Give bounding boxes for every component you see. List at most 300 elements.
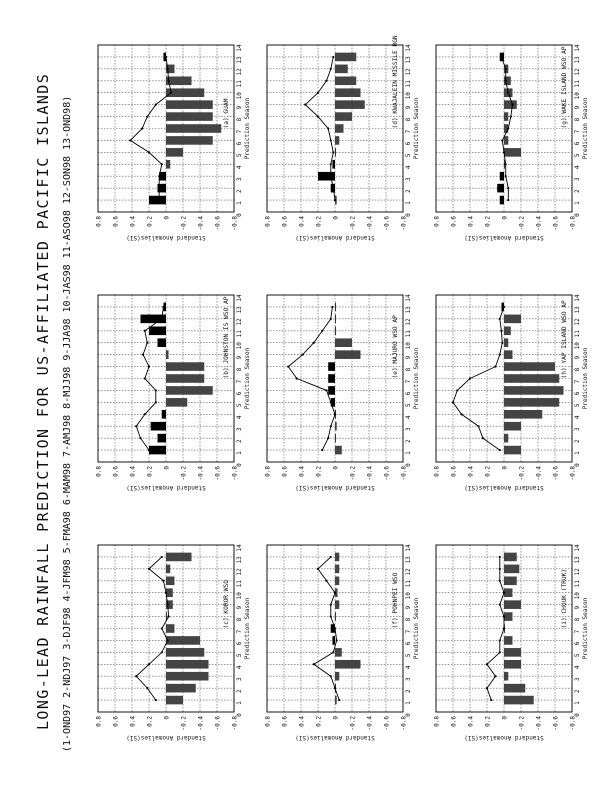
value-tick-label: -0.8 (231, 466, 239, 481)
bar-d-9 (335, 100, 365, 109)
season-tick-label: 5 (236, 653, 243, 658)
bar-i-10 (504, 588, 513, 597)
value-tick-labels (265, 716, 408, 731)
value-tick-label: -0.4 (366, 216, 374, 231)
season-tick-label: 4 (574, 165, 581, 170)
season-tick-label: 12 (405, 68, 412, 76)
value-tick-label: 0.4 (467, 466, 475, 477)
line-point-b-10 (146, 342, 148, 344)
bar-b-1 (149, 446, 166, 455)
value-tick-label: -0.2 (180, 716, 188, 731)
season-tick-label: 10 (236, 92, 243, 100)
season-tick-label: 0 (405, 213, 412, 217)
season-tick-label: 11 (574, 330, 581, 338)
line-point-f-1 (338, 699, 340, 701)
line-point-h-11 (500, 330, 502, 332)
panel-g (434, 44, 590, 241)
season-tick-label: 7 (236, 629, 243, 634)
value-tick-label: 0.2 (146, 216, 154, 227)
line-point-c-4 (148, 663, 150, 665)
value-tick-label: -0.4 (366, 466, 374, 481)
value-tick-label: 0.8 (95, 216, 103, 227)
value-tick-label: -0.4 (197, 716, 205, 731)
value-tick-label: 0 (332, 466, 340, 470)
season-tick-label: 1 (574, 451, 581, 455)
season-tick-label: 1 (574, 201, 581, 205)
line-point-a-7 (141, 127, 143, 129)
ylabel-b: Standard Anomalies(SI) (126, 484, 206, 491)
line-point-e-3 (330, 425, 332, 427)
value-tick-label: -0.4 (535, 716, 543, 731)
season-tick-label: 0 (574, 213, 581, 217)
bar-b-3 (151, 422, 166, 431)
season-tick-label: 9 (574, 105, 581, 110)
bar-b-4 (162, 410, 166, 419)
bar-i-9 (504, 600, 521, 609)
season-tick-label: 2 (236, 189, 243, 193)
season-tick-label: 5 (405, 403, 412, 408)
xlabel-b: Prediction Season (244, 347, 251, 410)
line-point-g-12 (505, 68, 507, 70)
season-tick-label: 0 (236, 463, 243, 467)
value-tick-label: -0.6 (552, 216, 560, 231)
season-tick-labels (405, 544, 412, 717)
line-point-e-12 (330, 318, 332, 320)
line-point-b-5 (155, 401, 157, 403)
bar-b-8 (166, 362, 204, 371)
season-tick-label: 11 (405, 80, 412, 88)
value-tick-label: -0.6 (383, 716, 391, 731)
line-point-a-2 (158, 187, 160, 189)
bar-h-9 (504, 350, 513, 359)
bar-i-8 (504, 612, 513, 621)
season-tick-label: 3 (405, 677, 412, 682)
line-point-h-9 (499, 354, 501, 356)
line-point-e-11 (321, 330, 323, 332)
value-tick-label: 0.2 (484, 716, 492, 727)
line-point-b-4 (144, 413, 146, 415)
line-point-g-9 (511, 104, 513, 106)
season-tick-label: 2 (574, 689, 581, 693)
line-point-d-10 (317, 92, 319, 94)
value-tick-labels (434, 466, 577, 481)
season-tick-labels (574, 294, 581, 467)
season-tick-label: 6 (236, 391, 243, 396)
season-tick-label: 4 (405, 665, 412, 670)
season-tick-label: 3 (574, 427, 581, 432)
line-point-f-3 (330, 675, 332, 677)
bar-h-12 (504, 315, 521, 324)
xlabel-d: Prediction Season (413, 97, 420, 160)
season-tick-label: 5 (236, 153, 243, 158)
value-tick-label: 0 (332, 716, 340, 720)
bar-g-3 (500, 172, 504, 181)
line-point-e-4 (334, 413, 336, 415)
line-point-g-7 (507, 127, 509, 129)
season-tick-label: 4 (405, 415, 412, 420)
value-tick-label: 0.2 (484, 466, 492, 477)
season-tick-label: 3 (574, 177, 581, 182)
value-tick-label: -0.2 (349, 716, 357, 731)
bar-d-3 (318, 172, 335, 181)
season-tick-label: 13 (405, 306, 412, 314)
season-tick-label: 0 (405, 463, 412, 467)
line-point-c-3 (135, 675, 137, 677)
line-point-g-8 (510, 115, 512, 117)
bar-b-5 (166, 398, 187, 407)
line-point-i-7 (503, 627, 505, 629)
season-tick-label: 12 (236, 318, 243, 326)
season-tick-label: 10 (236, 592, 243, 600)
line-point-d-4 (330, 163, 332, 165)
season-tick-label: 3 (574, 677, 581, 682)
line-point-b-11 (144, 330, 146, 332)
ylabel-e: Standard Anomalies(SI) (295, 484, 375, 491)
bar-e-6 (328, 386, 335, 395)
value-tick-label: -0.8 (400, 716, 408, 731)
bars-a (149, 53, 221, 205)
season-tick-label: 7 (236, 129, 243, 134)
value-tick-label: 0.4 (467, 216, 475, 227)
line-point-e-5 (330, 401, 332, 403)
bar-g-5 (504, 148, 521, 157)
line-point-f-7 (334, 627, 336, 629)
season-tick-label: 0 (405, 713, 412, 717)
season-tick-label: 6 (236, 641, 243, 646)
bar-b-11 (149, 326, 166, 335)
bar-a-7 (166, 124, 221, 133)
season-tick-label: 5 (236, 403, 243, 408)
season-tick-label: 10 (405, 92, 412, 100)
value-tick-label: 0.8 (95, 466, 103, 477)
value-tick-label: 0.2 (315, 466, 323, 477)
bar-i-5 (504, 648, 521, 657)
value-tick-label: 0 (501, 216, 509, 220)
season-tick-label: 13 (236, 556, 243, 564)
season-tick-label: 2 (574, 439, 581, 443)
season-tick-label: 0 (236, 713, 243, 717)
line-point-d-2 (332, 187, 334, 189)
season-tick-label: 9 (236, 105, 243, 110)
bar-i-3 (504, 672, 508, 681)
value-tick-label: -0.2 (518, 466, 526, 481)
bar-c-7 (166, 624, 175, 633)
bar-d-7 (335, 124, 344, 133)
season-tick-label: 8 (574, 117, 581, 122)
line-point-e-9 (302, 354, 304, 356)
value-tick-label: 0.8 (433, 716, 441, 727)
line-point-i-11 (499, 580, 501, 582)
line-point-i-1 (490, 699, 492, 701)
line-point-f-10 (334, 592, 336, 594)
panel-title-h: (h) YAP ISLAND WSO AP (561, 300, 568, 379)
line-point-g-3 (505, 175, 507, 177)
value-tick-labels (96, 716, 239, 731)
line-point-h-8 (494, 365, 496, 367)
bar-i-2 (504, 684, 525, 693)
bar-i-1 (504, 696, 534, 705)
season-tick-label: 14 (236, 44, 243, 52)
season-tick-label: 12 (236, 68, 243, 76)
season-tick-label: 10 (574, 92, 581, 100)
season-tick-label: 7 (405, 129, 412, 134)
season-tick-label: 14 (574, 44, 581, 52)
line-point-g-2 (507, 187, 509, 189)
value-tick-label: 0.6 (281, 716, 289, 727)
value-tick-label: 0.8 (433, 466, 441, 477)
bar-c-13 (166, 553, 192, 562)
season-tick-label: 12 (574, 68, 581, 76)
bar-b-9 (166, 350, 169, 359)
season-tick-label: 7 (405, 629, 412, 634)
line-point-e-10 (313, 342, 315, 344)
bar-e-8 (328, 362, 335, 371)
line-point-a-9 (155, 104, 157, 106)
season-tick-label: 6 (405, 641, 412, 646)
season-tick-label: 13 (574, 306, 581, 314)
season-tick-label: 0 (574, 463, 581, 467)
bar-b-10 (158, 338, 167, 347)
season-tick-label: 3 (405, 427, 412, 432)
season-tick-label: 1 (405, 701, 412, 705)
season-tick-label: 14 (405, 44, 412, 52)
line-point-g-13 (500, 56, 502, 58)
value-tick-label: -0.6 (552, 466, 560, 481)
line-point-d-12 (330, 68, 332, 70)
season-tick-label: 0 (236, 213, 243, 217)
line-point-b-2 (139, 437, 141, 439)
panel-title-a: (a) GUAM (223, 98, 230, 129)
line-point-g-11 (505, 80, 507, 82)
season-tick-label: 10 (574, 342, 581, 350)
value-tick-label: -0.6 (383, 466, 391, 481)
bars-h (501, 303, 563, 455)
season-tick-label: 0 (574, 713, 581, 717)
value-tick-label: 0.4 (129, 216, 137, 227)
season-tick-label: 7 (405, 379, 412, 384)
line-point-f-4 (313, 663, 315, 665)
line-point-i-9 (499, 604, 501, 606)
line-point-c-8 (167, 615, 169, 617)
value-tick-label: 0.4 (298, 216, 306, 227)
line-point-f-8 (330, 615, 332, 617)
season-tick-labels (236, 44, 243, 217)
xlabel-a: Prediction Season (244, 97, 251, 160)
season-tick-label: 8 (236, 617, 243, 622)
line-point-d-1 (334, 199, 336, 201)
bars-c (166, 553, 209, 705)
line-point-h-3 (477, 425, 479, 427)
bar-f-6 (332, 636, 335, 645)
bar-h-10 (504, 338, 508, 347)
value-tick-label: -0.8 (569, 716, 577, 731)
bar-e-9 (335, 350, 361, 359)
line-point-c-10 (165, 592, 167, 594)
figure-titles (34, 73, 73, 752)
bar-f-1 (335, 696, 337, 705)
line-point-g-4 (505, 163, 507, 165)
line-point-i-2 (486, 687, 488, 689)
ylabel-i: Standard Anomalies(SI) (464, 734, 544, 741)
line-point-h-6 (456, 389, 458, 391)
value-tick-label: -0.8 (569, 466, 577, 481)
bar-b-6 (166, 386, 213, 395)
season-tick-label: 10 (574, 592, 581, 600)
season-tick-label: 11 (405, 330, 412, 338)
bar-c-1 (166, 696, 183, 705)
value-tick-label: 0.2 (315, 216, 323, 227)
value-tick-labels (265, 216, 408, 231)
bar-c-3 (166, 672, 209, 681)
figure-title: LONG-LEAD RAINFALL PREDICTION FOR US-AFFILIATED PACIFIC ISLANDS (34, 72, 52, 730)
season-tick-label: 9 (574, 355, 581, 360)
value-tick-label: 0.6 (450, 466, 458, 477)
line-point-a-10 (170, 92, 172, 94)
season-tick-label: 9 (236, 605, 243, 610)
value-tick-label: 0.4 (298, 466, 306, 477)
bars-b (141, 303, 213, 455)
bar-a-11 (166, 76, 192, 85)
panel-h (434, 294, 590, 491)
season-tick-label: 11 (574, 80, 581, 88)
panel-title-e: (e) MAJURO WSO AP (392, 315, 399, 379)
ylabel-h: Standard Anomalies(SI) (464, 484, 544, 491)
value-tick-label: 0.8 (264, 216, 272, 227)
bar-h-11 (504, 326, 511, 335)
bar-c-11 (166, 576, 175, 585)
bar-h-7 (504, 374, 559, 383)
bar-c-6 (166, 636, 200, 645)
bar-e-11 (335, 326, 336, 335)
line-point-c-5 (161, 651, 163, 653)
line-point-f-5 (332, 651, 334, 653)
value-tick-label: 0.6 (112, 716, 120, 727)
bar-f-8 (335, 612, 336, 621)
line-point-e-8 (287, 365, 289, 367)
line-point-g-1 (507, 199, 509, 201)
value-tick-labels (434, 716, 577, 731)
bar-a-8 (166, 112, 213, 121)
bar-h-4 (504, 410, 542, 419)
bars-e (328, 303, 360, 455)
season-tick-label: 12 (405, 318, 412, 326)
line-point-c-9 (167, 604, 169, 606)
xlabel-f: Prediction Season (413, 597, 420, 660)
value-tick-label: -0.2 (349, 216, 357, 231)
line-point-c-2 (146, 687, 148, 689)
season-tick-label: 6 (574, 641, 581, 646)
value-tick-label: -0.6 (214, 216, 222, 231)
season-tick-label: 4 (236, 415, 243, 420)
season-tick-label: 6 (574, 141, 581, 146)
season-tick-label: 9 (405, 355, 412, 360)
season-tick-label: 6 (236, 141, 243, 146)
line-point-h-2 (482, 437, 484, 439)
panel-title-i: (i) CHUUK (TRUK) (561, 568, 568, 629)
value-tick-label: -0.8 (400, 216, 408, 231)
value-tick-label: -0.6 (552, 716, 560, 731)
bar-a-5 (166, 148, 183, 157)
value-tick-label: -0.2 (180, 216, 188, 231)
season-tick-label: 5 (574, 653, 581, 658)
season-tick-label: 12 (405, 568, 412, 576)
line-point-a-1 (158, 199, 160, 201)
line-point-d-3 (330, 175, 332, 177)
value-tick-label: -0.2 (349, 466, 357, 481)
bar-d-12 (335, 65, 348, 74)
line-point-d-5 (332, 151, 334, 153)
bar-f-9 (335, 600, 339, 609)
season-tick-label: 11 (236, 580, 243, 588)
season-tick-labels (405, 44, 412, 217)
season-tick-label: 14 (236, 544, 243, 552)
season-tick-label: 13 (236, 306, 243, 314)
season-tick-label: 3 (236, 677, 243, 682)
season-tick-labels (236, 544, 243, 717)
season-tick-label: 4 (574, 415, 581, 420)
line-point-d-7 (327, 127, 329, 129)
line-point-h-4 (460, 413, 462, 415)
line-point-c-7 (161, 627, 163, 629)
panel-b (96, 294, 252, 491)
value-tick-label: -0.6 (383, 216, 391, 231)
value-tick-label: 0.6 (112, 216, 120, 227)
xlabel-g: Prediction Season (582, 97, 589, 160)
line-point-b-6 (155, 389, 157, 391)
bar-h-2 (504, 434, 508, 443)
season-tick-label: 5 (405, 153, 412, 158)
bar-g-9 (504, 100, 517, 109)
line-point-e-7 (296, 377, 298, 379)
line-point-g-5 (503, 151, 505, 153)
season-tick-label: 3 (405, 177, 412, 182)
panel-title-f: (f) POHNPEI WSO (392, 572, 399, 629)
line-point-c-6 (167, 639, 169, 641)
line-point-i-13 (499, 556, 501, 558)
season-tick-label: 8 (405, 367, 412, 372)
value-tick-label: 0 (501, 716, 509, 720)
bar-g-6 (504, 136, 508, 145)
season-tick-label: 4 (405, 165, 412, 170)
season-tick-label: 1 (405, 201, 412, 205)
season-tick-label: 8 (236, 367, 243, 372)
season-tick-label: 8 (405, 617, 412, 622)
bar-i-13 (504, 553, 517, 562)
bar-e-1 (335, 446, 342, 455)
line-point-h-12 (499, 318, 501, 320)
season-tick-label: 13 (405, 556, 412, 564)
value-tick-label: -0.4 (535, 466, 543, 481)
season-tick-labels (574, 544, 581, 717)
bar-c-5 (166, 648, 204, 657)
value-tick-label: 0 (163, 216, 171, 220)
line-point-i-12 (499, 568, 501, 570)
line-point-i-6 (499, 639, 501, 641)
value-tick-label: -0.4 (197, 216, 205, 231)
season-tick-label: 8 (405, 117, 412, 122)
bar-d-4 (332, 160, 335, 169)
season-tick-label: 7 (236, 379, 243, 384)
season-tick-label: 7 (574, 629, 581, 634)
line-point-b-9 (142, 354, 144, 356)
line-point-a-8 (146, 115, 148, 117)
value-tick-label: 0.2 (146, 716, 154, 727)
season-tick-label: 4 (236, 665, 243, 670)
season-tick-label: 4 (574, 665, 581, 670)
season-tick-label: 6 (405, 391, 412, 396)
bar-c-12 (166, 565, 170, 574)
bar-g-2 (497, 184, 504, 193)
